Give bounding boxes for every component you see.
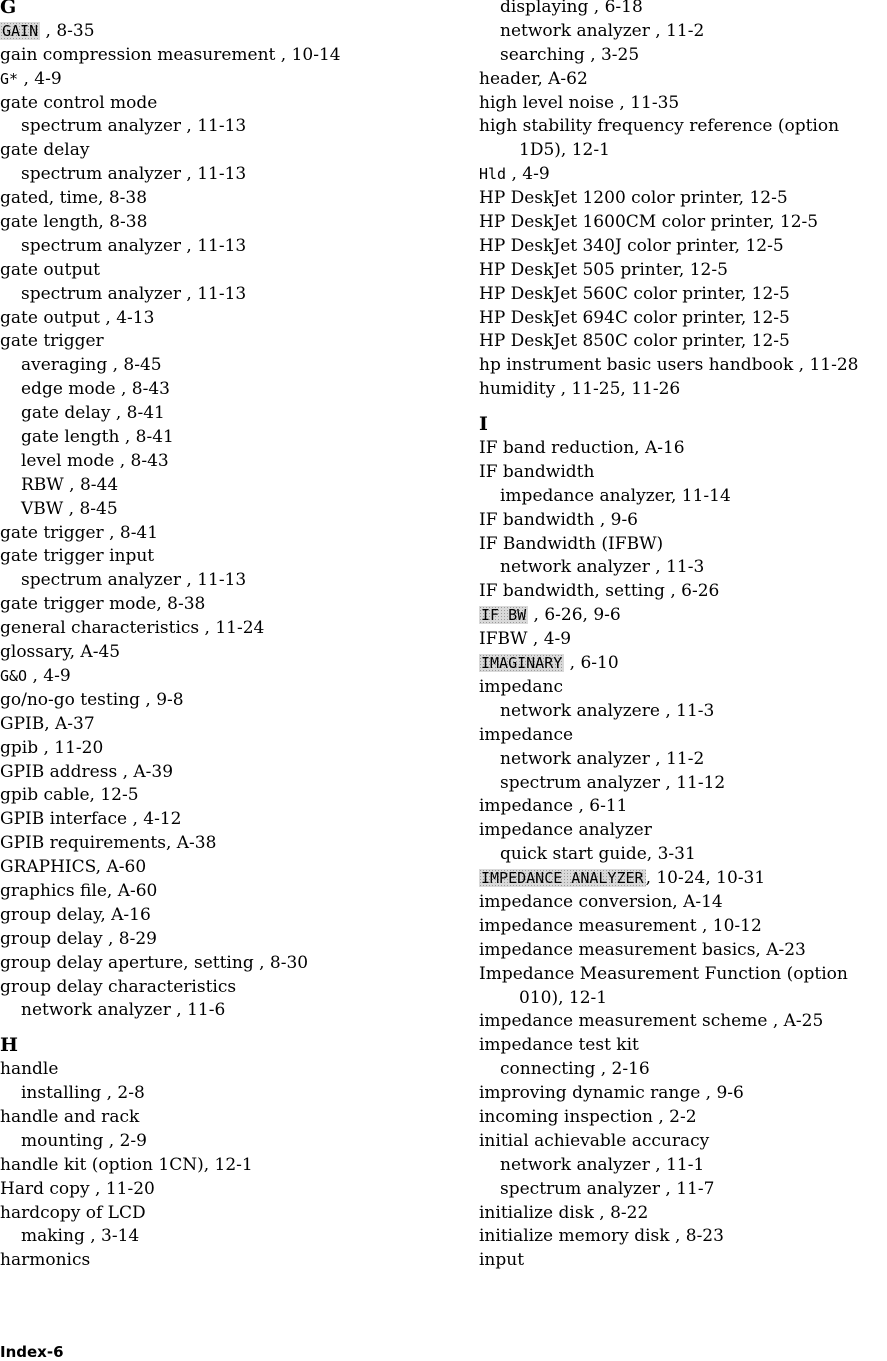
index-entry: gate delay xyxy=(0,140,90,161)
index-entry: gate length, 8-38 xyxy=(0,212,148,233)
index-subentry: spectrum analyzer , 11-13 xyxy=(21,235,247,256)
index-subentry: connecting , 2-16 xyxy=(500,1059,650,1080)
index-subentry: installing , 2-8 xyxy=(21,1083,145,1104)
softkey-label: GAIN xyxy=(2,21,39,40)
index-subentry: displaying , 6-18 xyxy=(500,0,643,17)
index-subentry: quick start guide, 3-31 xyxy=(500,844,696,865)
index-entry: HP DeskJet 850C color printer, 12-5 xyxy=(479,331,790,352)
index-entry xyxy=(479,867,887,891)
index-entry: group delay aperture, setting , 8-30 xyxy=(0,952,309,973)
page-reference: , 4-9 xyxy=(27,665,71,686)
index-entry: improving dynamic range , 9-6 xyxy=(479,1083,744,1104)
index-entry: impedance conversion, A-14 xyxy=(479,891,723,912)
index-entry: gate trigger , 8-41 xyxy=(0,522,159,543)
index-entry: HP DeskJet 340J color printer, 12-5 xyxy=(479,235,784,256)
index-entry: group delay, A-16 xyxy=(0,904,151,925)
index-entry: handle xyxy=(0,1059,59,1080)
index-entry: input xyxy=(479,1250,525,1271)
index-entry: gate output xyxy=(0,259,100,280)
index-entry: hardcopy of LCD xyxy=(0,1202,146,1223)
index-entry xyxy=(479,652,887,676)
index-subentry: spectrum analyzer , 11-13 xyxy=(21,116,247,137)
index-entry: graphics file, A-60 xyxy=(0,880,158,901)
index-subentry: network analyzer , 11-1 xyxy=(500,1154,705,1175)
index-entry: GPIB address , A-39 xyxy=(0,761,174,782)
index-subentry: spectrum analyzer , 11-13 xyxy=(21,164,247,185)
index-entry: gate control mode xyxy=(0,92,158,113)
index-entry: gain compression measurement , 10-14 xyxy=(0,44,341,65)
code-label: Hld xyxy=(479,165,507,184)
index-subentry: impedance analyzer, 11-14 xyxy=(500,485,731,506)
index-column-right xyxy=(479,0,887,1273)
index-subentry: gate delay , 8-41 xyxy=(21,403,165,424)
code-label: G&O xyxy=(0,666,28,685)
index-entry: IF Bandwidth (IFBW) xyxy=(479,533,664,554)
index-entry: IF bandwidth xyxy=(479,461,595,482)
index-entry: IF bandwidth, setting , 6-26 xyxy=(479,581,720,602)
index-subentry: network analyzer , 11-6 xyxy=(21,1000,226,1021)
index-entry xyxy=(0,20,440,44)
page-reference: , 8-35 xyxy=(40,20,95,41)
index-subentry: RBW , 8-44 xyxy=(21,474,119,495)
index-entry: gate trigger xyxy=(0,331,104,352)
index-subentry: network analyzer , 11-2 xyxy=(500,20,705,41)
index-subentry: network analyzere , 11-3 xyxy=(500,700,715,721)
index-subentry: mounting , 2-9 xyxy=(21,1130,147,1151)
index-entry: impedance measurement basics, A-23 xyxy=(479,939,806,960)
index-entry: high stability frequency reference (option xyxy=(479,116,840,137)
index-entry: high level noise , 11-35 xyxy=(479,92,680,113)
index-entry: HP DeskJet 1600CM color printer, 12-5 xyxy=(479,212,819,233)
index-entry: impedanc xyxy=(479,676,563,697)
page-reference: , 4-9 xyxy=(18,68,62,89)
index-entry: initial achievable accuracy xyxy=(479,1130,710,1151)
index-entry xyxy=(479,604,887,628)
page-reference: , 4-9 xyxy=(506,164,550,185)
index-entry: gpib , 11-20 xyxy=(0,737,104,758)
section-spacer xyxy=(479,402,887,413)
index-entry: IF band reduction, A-16 xyxy=(479,438,685,459)
index-entry: initialize memory disk , 8-23 xyxy=(479,1226,724,1247)
softkey-label: IF BW xyxy=(481,606,527,625)
index-subentry: spectrum analyzer , 11-13 xyxy=(21,283,247,304)
index-entry: initialize disk , 8-22 xyxy=(479,1202,649,1223)
index-entry: GPIB requirements, A-38 xyxy=(0,833,217,854)
index-subentry: spectrum analyzer , 11-13 xyxy=(21,570,247,591)
index-entry: handle and rack xyxy=(0,1106,140,1127)
index-subentry: spectrum analyzer , 11-12 xyxy=(500,772,726,793)
index-entry: hp instrument basic users handbook , 11-28 xyxy=(479,355,859,376)
index-entry: impedance analyzer xyxy=(479,820,652,841)
index-entry xyxy=(0,68,440,92)
index-entry: HP DeskJet 694C color printer, 12-5 xyxy=(479,307,790,328)
index-subentry: spectrum analyzer , 11-7 xyxy=(500,1178,715,1199)
index-entry: humidity , 11-25, 11-26 xyxy=(479,379,681,400)
index-entry: IF bandwidth , 9-6 xyxy=(479,509,639,530)
index-entry: group delay , 8-29 xyxy=(0,928,158,949)
index-entry: impedance measurement scheme , A-25 xyxy=(479,1011,824,1032)
index-entry: HP DeskJet 560C color printer, 12-5 xyxy=(479,283,790,304)
index-entry: Impedance Measurement Function (option xyxy=(479,963,848,984)
index-entry: gate output , 4-13 xyxy=(0,307,155,328)
section-spacer xyxy=(0,1023,440,1034)
code-label: G* xyxy=(0,69,19,88)
page-reference: , 6-26, 9-6 xyxy=(528,605,621,626)
index-subentry: averaging , 8-45 xyxy=(21,355,162,376)
index-entry: handle kit (option 1CN), 12-1 xyxy=(0,1154,253,1175)
index-entry xyxy=(479,163,887,187)
section-letter: I xyxy=(479,413,488,436)
index-subentry: network analyzer , 11-2 xyxy=(500,748,705,769)
index-entry: incoming inspection , 2-2 xyxy=(479,1106,697,1127)
index-entry: IFBW , 4-9 xyxy=(479,629,572,650)
index-entry: GRAPHICS, A-60 xyxy=(0,857,147,878)
softkey-label: IMAGINARY xyxy=(481,654,563,673)
index-subentry: searching , 3-25 xyxy=(500,44,640,65)
index-entry-continuation: 010), 12-1 xyxy=(519,987,608,1008)
index-entry: gpib cable, 12-5 xyxy=(0,785,139,806)
index-entry: header, A-62 xyxy=(479,68,588,89)
index-entry: GPIB, A-37 xyxy=(0,713,95,734)
index-entry: impedance , 6-11 xyxy=(479,796,628,817)
index-subentry: level mode , 8-43 xyxy=(21,450,169,471)
index-entry: group delay characteristics xyxy=(0,976,237,997)
index-entry-continuation: 1D5), 12-1 xyxy=(519,140,610,161)
index-entry xyxy=(0,665,440,689)
index-column-left xyxy=(0,0,440,1273)
index-entry: go/no-go testing , 9-8 xyxy=(0,689,184,710)
index-subentry: edge mode , 8-43 xyxy=(21,379,170,400)
index-subentry: network analyzer , 11-3 xyxy=(500,557,705,578)
index-entry: Hard copy , 11-20 xyxy=(0,1178,155,1199)
index-entry: general characteristics , 11-24 xyxy=(0,618,265,639)
index-entry: impedance xyxy=(479,724,574,745)
index-entry: GPIB interface , 4-12 xyxy=(0,809,182,830)
section-letter: G xyxy=(0,0,17,18)
index-entry: HP DeskJet 1200 color printer, 12-5 xyxy=(479,188,788,209)
page-reference: , 10-24, 10-31 xyxy=(645,868,766,889)
index-entry: impedance test kit xyxy=(479,1035,639,1056)
page-reference: , 6-10 xyxy=(564,653,619,674)
index-entry: harmonics xyxy=(0,1250,91,1271)
index-subentry: VBW , 8-45 xyxy=(21,498,118,519)
index-subentry: making , 3-14 xyxy=(21,1226,140,1247)
index-entry: gate trigger mode, 8-38 xyxy=(0,594,206,615)
index-entry: glossary, A-45 xyxy=(0,642,121,663)
section-letter: H xyxy=(0,1034,18,1057)
index-entry: gated, time, 8-38 xyxy=(0,188,148,209)
index-entry: HP DeskJet 505 printer, 12-5 xyxy=(479,259,728,280)
index-entry: impedance measurement , 10-12 xyxy=(479,915,762,936)
index-subentry: gate length , 8-41 xyxy=(21,427,174,448)
softkey-label: IMPEDANCE ANALYZER xyxy=(481,869,644,888)
page-footer: Index-6 xyxy=(0,1343,64,1361)
index-entry: gate trigger input xyxy=(0,546,155,567)
